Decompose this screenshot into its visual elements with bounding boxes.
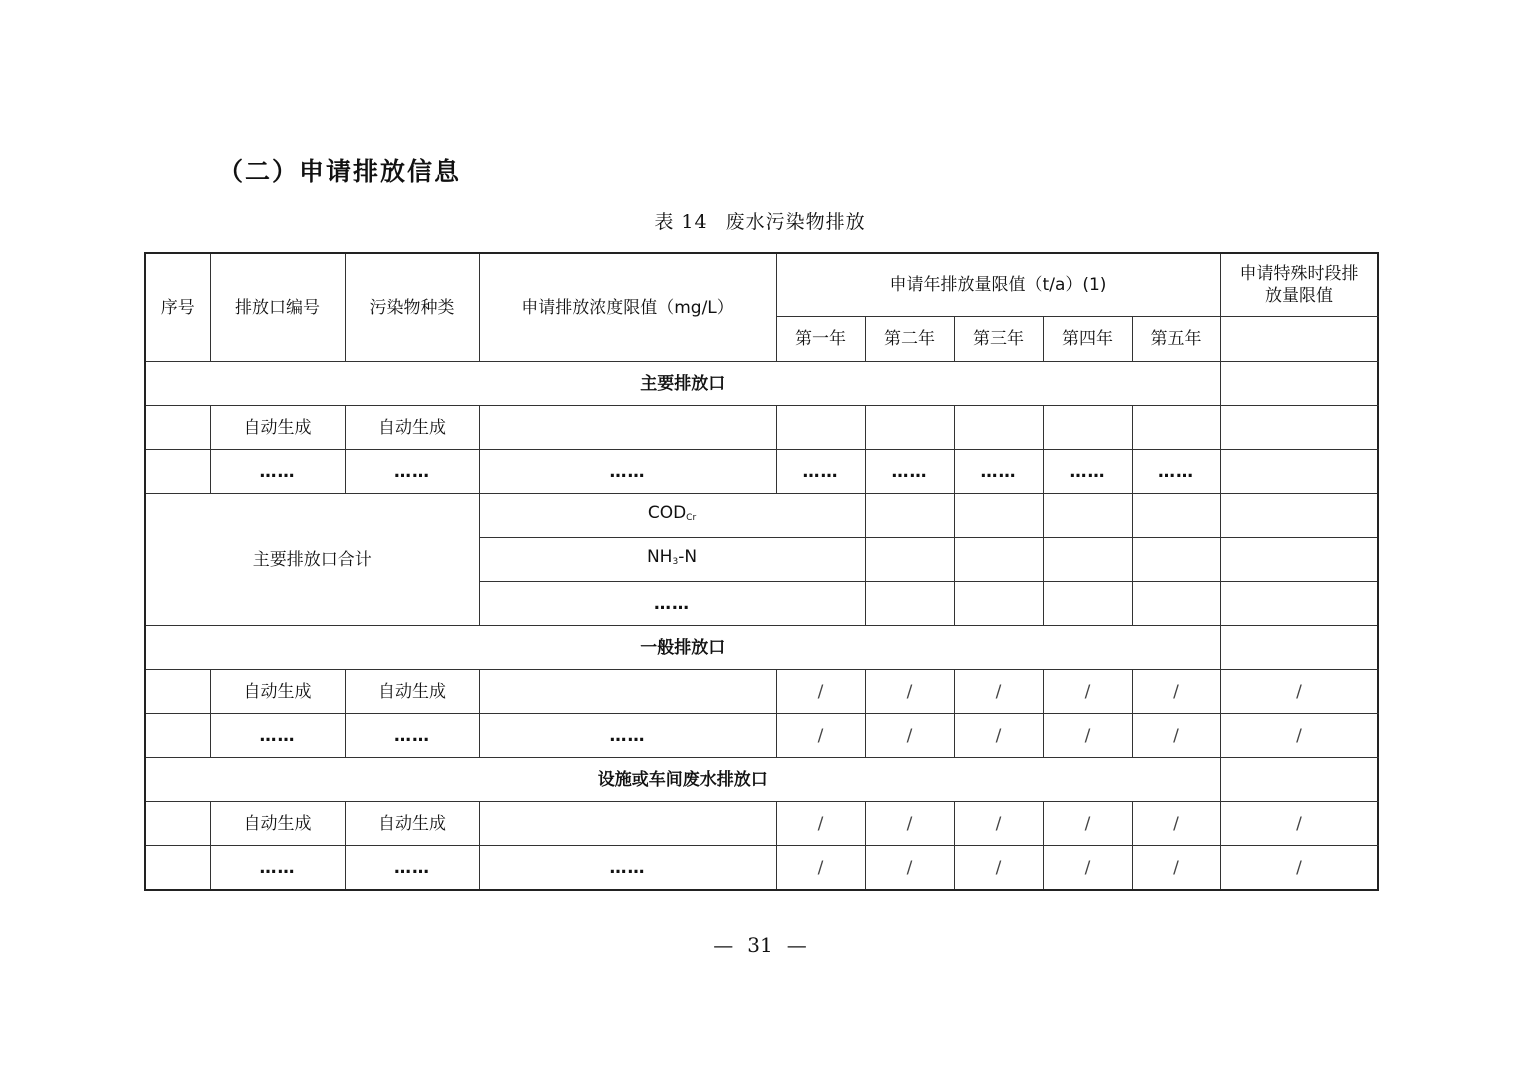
cell-year-3: /: [954, 846, 1043, 891]
header-pollutant: 污染物种类: [345, 253, 479, 362]
cell-outlet-no: ……: [210, 714, 345, 758]
cell-year-3: [1043, 538, 1132, 582]
cell-outlet-no: 自动生成: [210, 670, 345, 714]
table-row: [145, 846, 1378, 891]
cell-outlet-no: 自动生成: [210, 802, 345, 846]
header-seq: 序号: [145, 253, 210, 362]
cell-year-3: /: [954, 670, 1043, 714]
cell-seq: [145, 714, 210, 758]
cell-pollutant: 自动生成: [345, 670, 479, 714]
cell-year-2: [954, 538, 1043, 582]
cell-year-1: /: [776, 670, 865, 714]
cell-year-5: /: [1132, 714, 1220, 758]
cell-pollutant: ……: [345, 450, 479, 494]
main-total-nh3n: [479, 538, 865, 582]
cell-pollutant: 自动生成: [345, 802, 479, 846]
cell-year-4: /: [1043, 846, 1132, 891]
cell-special: /: [1220, 670, 1378, 714]
cell-year-1: [865, 494, 954, 538]
cell-year-1: [776, 406, 865, 450]
cell-year-5: /: [1132, 846, 1220, 891]
section-general-special: [1220, 626, 1378, 670]
table-row: [145, 494, 1378, 538]
main-total-more: ……: [479, 582, 865, 626]
cell-year-1: ……: [776, 450, 865, 494]
cell-year-4: ……: [1043, 450, 1132, 494]
section-general-label: 一般排放口: [145, 626, 1220, 670]
cell-conc: ……: [479, 714, 776, 758]
cod-subscript: Cr: [686, 513, 697, 523]
main-total-label: 主要排放口合计: [145, 494, 479, 626]
page-number: [0, 933, 1520, 957]
cod-text: COD: [647, 503, 687, 523]
table-row: [145, 802, 1378, 846]
cell-year-4: [1043, 406, 1132, 450]
cell-year-2: /: [865, 846, 954, 891]
header-special-limit: 申请特殊时段排放量限值: [1220, 253, 1378, 317]
cell-year-4: /: [1043, 670, 1132, 714]
cell-conc: [479, 670, 776, 714]
cell-year-3: /: [954, 802, 1043, 846]
cell-year-5: [1220, 494, 1378, 538]
cell-conc: ……: [479, 846, 776, 891]
cell-year-4: /: [1043, 714, 1132, 758]
cell-year-2: ……: [865, 450, 954, 494]
table-caption: [0, 207, 1520, 234]
cell-year-5: ……: [1132, 450, 1220, 494]
cell-outlet-no: 自动生成: [210, 406, 345, 450]
cell-special: /: [1220, 714, 1378, 758]
nh-text: NH: [646, 547, 673, 567]
cell-special: /: [1220, 846, 1378, 891]
nh-suffix: -N: [678, 547, 698, 567]
table-caption-title: 废水污染物排放: [725, 211, 866, 233]
cell-year-2: /: [865, 802, 954, 846]
section-heading: （二）申请排放信息: [218, 157, 462, 186]
table-row: [145, 450, 1378, 494]
cell-year-3: [1043, 494, 1132, 538]
cell-pollutant: 自动生成: [345, 406, 479, 450]
cell-year-2: [954, 494, 1043, 538]
cell-seq: [145, 406, 210, 450]
table-caption-number: 表 14: [654, 211, 708, 233]
cell-conc: [479, 802, 776, 846]
section-row-general: [145, 626, 1378, 670]
header-row-1: [145, 253, 1378, 317]
header-year-4: 第四年: [1043, 317, 1132, 362]
cell-year-4: [1132, 582, 1220, 626]
cell-year-4: /: [1043, 802, 1132, 846]
cell-pollutant: ……: [345, 846, 479, 891]
section-facility-special: [1220, 758, 1378, 802]
section-main-label: 主要排放口: [145, 362, 1220, 406]
cell-year-5: [1132, 406, 1220, 450]
cell-pollutant: ……: [345, 714, 479, 758]
cell-seq: [145, 846, 210, 891]
cell-year-4: [1132, 538, 1220, 582]
cell-year-3: /: [954, 714, 1043, 758]
cell-seq: [145, 802, 210, 846]
table-row: [145, 670, 1378, 714]
cell-year-2: [954, 582, 1043, 626]
main-total-cod: [479, 494, 865, 538]
cell-year-2: /: [865, 714, 954, 758]
header-year-3: 第三年: [954, 317, 1043, 362]
cell-outlet-no: ……: [210, 450, 345, 494]
cell-year-5: /: [1132, 670, 1220, 714]
page-dash-left: —: [713, 933, 734, 957]
cell-seq: [145, 450, 210, 494]
page-number-value: 31: [747, 933, 773, 957]
nh-subscript: 3: [672, 557, 679, 567]
header-conc-limit: 申请排放浓度限值（mg/L）: [479, 253, 776, 362]
section-main-special: [1220, 362, 1378, 406]
cell-conc: [479, 406, 776, 450]
cell-year-2: /: [865, 670, 954, 714]
cell-year-5: [1220, 582, 1378, 626]
section-row-main: [145, 362, 1378, 406]
cell-year-1: [865, 538, 954, 582]
cell-seq: [145, 670, 210, 714]
wastewater-emission-table: [144, 252, 1379, 891]
cell-year-5: [1220, 538, 1378, 582]
cell-special: [1220, 450, 1378, 494]
header-special-empty: [1220, 317, 1378, 362]
cell-year-1: /: [776, 802, 865, 846]
header-year-2: 第二年: [865, 317, 954, 362]
header-outlet-no: 排放口编号: [210, 253, 345, 362]
table-row: [145, 714, 1378, 758]
section-row-facility: [145, 758, 1378, 802]
cell-special: /: [1220, 802, 1378, 846]
cell-year-1: /: [776, 846, 865, 891]
cell-year-1: [865, 582, 954, 626]
header-year-1: 第一年: [776, 317, 865, 362]
cell-year-3: ……: [954, 450, 1043, 494]
cell-outlet-no: ……: [210, 846, 345, 891]
page-dash-right: —: [786, 933, 807, 957]
table-row: [145, 406, 1378, 450]
header-year-5: 第五年: [1132, 317, 1220, 362]
cell-year-3: [954, 406, 1043, 450]
cell-year-5: /: [1132, 802, 1220, 846]
header-annual-limit: 申请年排放量限值（t/a）(1): [776, 253, 1220, 317]
cell-year-1: /: [776, 714, 865, 758]
cell-special: [1220, 406, 1378, 450]
section-facility-label: 设施或车间废水排放口: [145, 758, 1220, 802]
cell-conc: ……: [479, 450, 776, 494]
cell-year-2: [865, 406, 954, 450]
cell-year-3: [1043, 582, 1132, 626]
cell-year-4: [1132, 494, 1220, 538]
